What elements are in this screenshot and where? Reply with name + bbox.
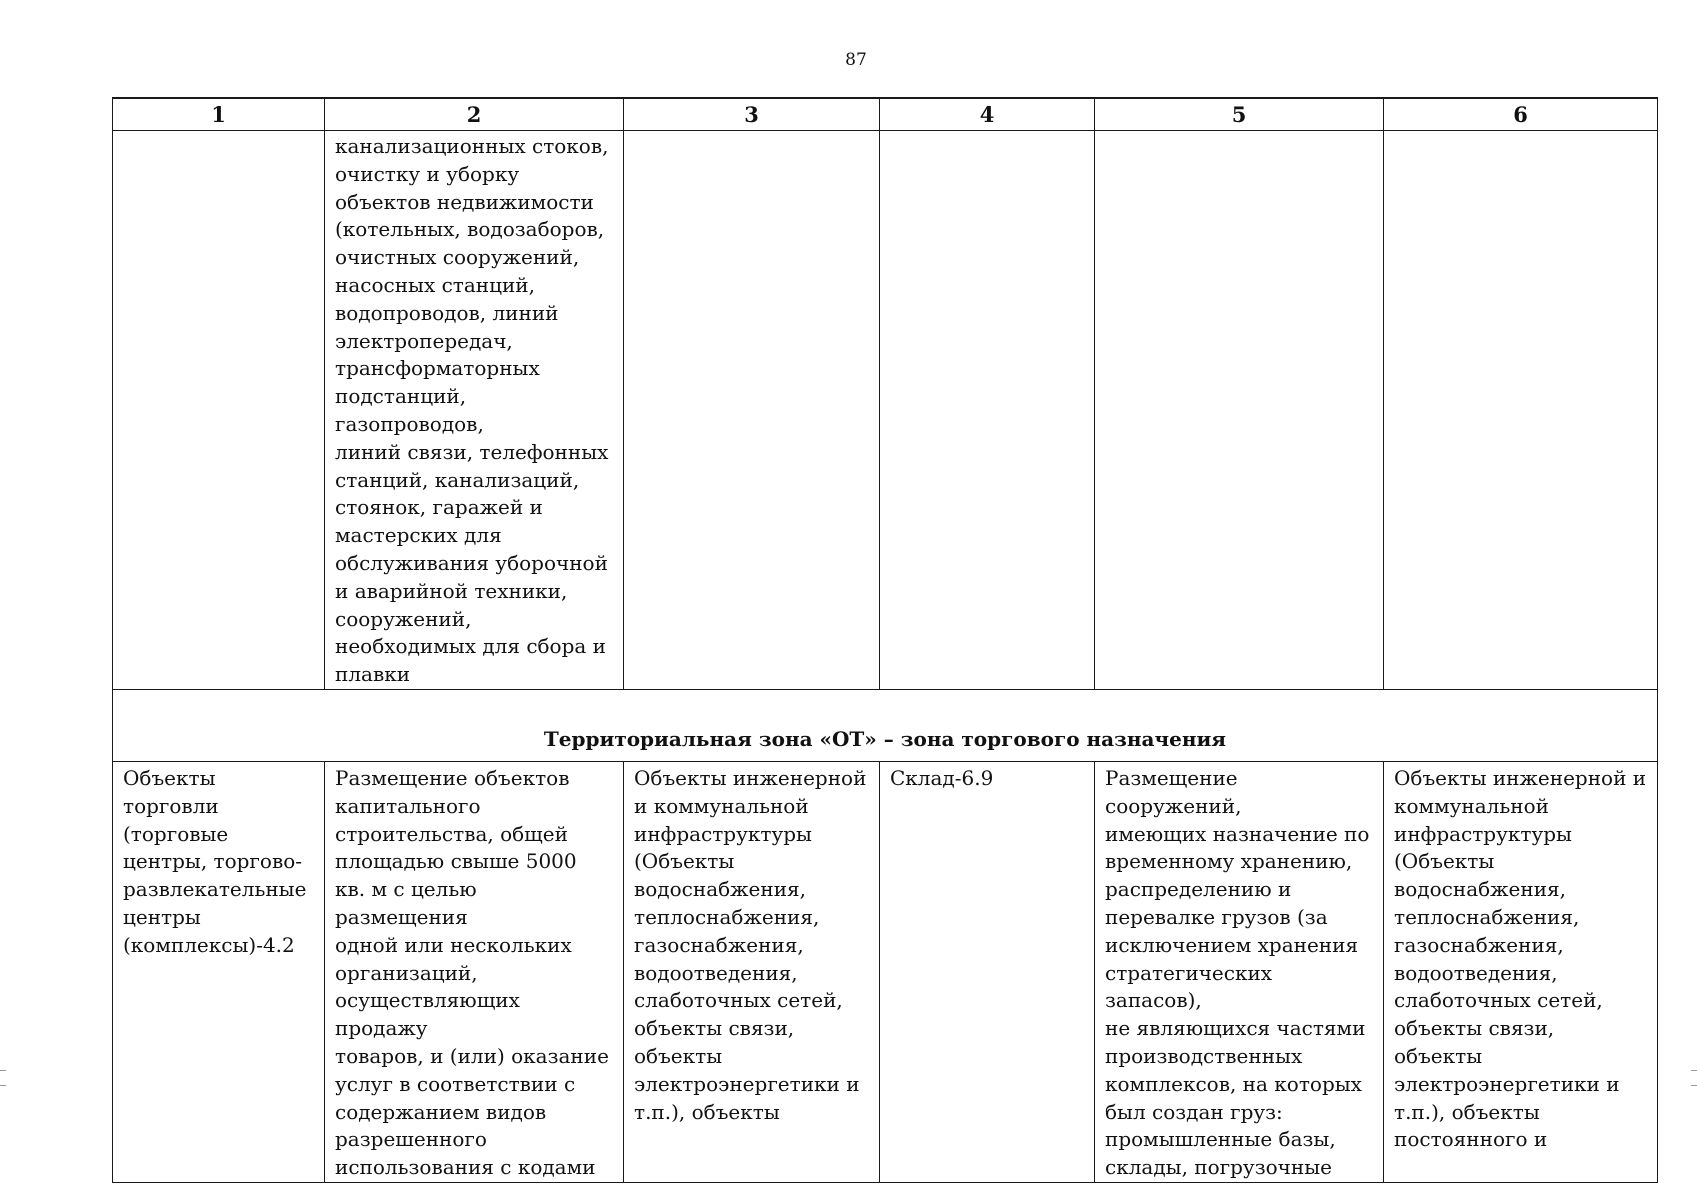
column-header-4: 4 — [880, 98, 1095, 131]
table-cell: Размещение объектов капитального строительства, общей площадью свыше 5000 кв. м с целью размещения одной или нескольких организаций, осуществляющих продажу товаров, и (или) оказание услуг в соответствии с содержанием видов разрешенного использования с кодами — [325, 761, 624, 1182]
table-cell — [113, 131, 325, 690]
column-header-3: 3 — [624, 98, 880, 131]
column-header-1: 1 — [113, 98, 325, 131]
table-cell: канализационных стоков, очистку и уборку объектов недвижимости (котельных, водозаборов, очистных сооружений, насосных станций, водопроводов, линий электропередач, трансформаторных подстанций, газопроводов, линий связи, телефонных станций, канализаций, стоянок, гаражей и мастерских для обслуживания уборочной и аварийной техники, сооружений, необходимых для сбора и плавки — [325, 131, 624, 690]
table-cell — [880, 131, 1095, 690]
column-header-2: 2 — [325, 98, 624, 131]
table-header-row — [113, 98, 1658, 131]
page-number: 87 — [845, 50, 867, 70]
table-row — [113, 761, 1658, 1182]
zoning-table — [112, 97, 1658, 1183]
table-cell: Размещение сооружений, имеющих назначение по временному хранению, распределению и перевалке грузов (за исключением хранения стратегических запасов), не являющихся частями производственных комплексов, на которых был создан груз: промышленные базы, склады, погрузочные — [1095, 761, 1384, 1182]
table-cell: Объекты инженерной и коммунальной инфраструктуры (Объекты водоснабжения, теплоснабжения, газоснабжения, водоотведения, слаботочных сетей, объекты связи, объекты электроэнергетики и т.п.), объекты — [624, 761, 880, 1182]
table-cell: Склад-6.9 — [880, 761, 1095, 1182]
binding-mark — [0, 1070, 6, 1086]
table-row — [113, 131, 1658, 690]
zone-heading-row — [113, 689, 1658, 761]
column-header-5: 5 — [1095, 98, 1384, 131]
table-cell — [624, 131, 880, 690]
zone-heading: Территориальная зона «ОТ» – зона торгового назначения — [113, 689, 1658, 761]
table-cell: Объекты торговли (торговые центры, торгово- развлекательные центры (комплексы)-4.2 — [113, 761, 325, 1182]
table-cell: Объекты инженерной и коммунальной инфраструктуры (Объекты водоснабжения, теплоснабжения, газоснабжения, водоотведения, слаботочных сетей, объекты связи, объекты электроэнергетики и т.п.), объекты постоянного и — [1384, 761, 1658, 1182]
column-header-6: 6 — [1384, 98, 1658, 131]
table-cell — [1095, 131, 1384, 690]
binding-mark — [1691, 1070, 1697, 1086]
table-cell — [1384, 131, 1658, 690]
